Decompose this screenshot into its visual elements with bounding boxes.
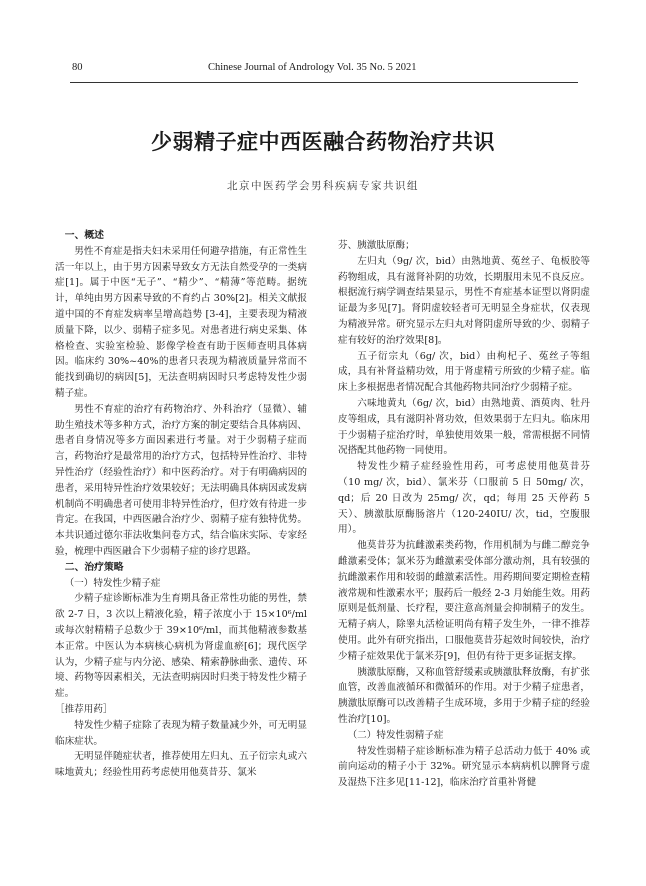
journal-name: Chinese Journal of Andrology Vol. 35 No. 5 2021: [208, 62, 417, 73]
paragraph: 男性不育症是指夫妇未采用任何避孕措施，有正常性生活一年以上，由于男方因素导致女方无法自然受孕的一类病症[1]。属于中医“无子”、“精少”、“精薄”等范畴。据统计，单纯由男方因素导致的不育约占 30%[2]。相关文献报道中国的不育症发病率呈增高趋势 [3-4]，主要表现为精液质量下降，以少、弱精子症多见。对患者进行病史采集、体格检查、实验室检验、影像学检查有助于医师查明具体病因。临床约 30%~40%的患者只表现为精液质量异常而不能找到确切的病因[5]，无法查明病因时只考虑特发性少弱精子症。: [55, 245, 307, 399]
recommendation-heading: ［推荐用药］: [55, 703, 113, 715]
section-heading: 一、概述: [64, 230, 104, 241]
paragraph: 男性不育症的治疗有药物治疗、外科治疗（显微）、辅助生殖技术等多种方式，治疗方案的制定要结合具体病因、患者自身情况等多方面因素进行考量。对于少弱精子症而言，药物治疗是最常用的治疗方式，包括特异性治疗、非特异性治疗（经验性治疗）和中医药治疗。对于有明确病因的患者，采用特异性治疗效果较好；无法明确具体病因或发病机制尚不明确患者可使用非特异性治疗，但疗效有待进一步肯定。在我国，中西医融合治疗少、弱精子症有独特优势。本共识通过德尔菲法收集问卷方式，结合临床实际、专家经验，梳理中西医融合下少弱精子症的诊疗思路。: [55, 403, 307, 557]
paragraph: 他莫昔芬为抗雌激素类药物，作用机制为与雌二醇竞争雌激素受体；氯米芬为雌激素受体部分激动剂，具有较强的抗雌激素作用和较弱的雌激素活性。用药期间要定期检查精液常规和性激素水平；服药后一般经 2-3 月始能生效。用药原则是低剂量、长疗程，要注意高剂量会抑制精子的发生。无精子病人，除睾丸活检证明尚有精子发生外，一律不推荐使用。此外有研究指出，口服他莫昔芬起效时间较快，治疗少精子症效果优于氯米芬[9]，但仍有待于更多证据支撑。: [338, 540, 590, 662]
paragraph: 特发性弱精子症诊断标准为精子总活动力低于 40% 或前向运动的精子小于 32%。研究显示本病病机以脾肾亏虚及湿热下注多见[11-12]，临床治疗首重补肾健: [338, 745, 590, 789]
header-rule: [70, 82, 578, 83]
paragraph: 胰激肽原酶，又称血管舒缓素或胰激肽释放酶，有扩张血管，改善血液循环和微循环的作用。对于少精子症患者，胰激肽原酶可以改善精子生成环境，多用于少精子症的经验性治疗[10]。: [338, 666, 590, 725]
running-header: [72, 62, 572, 80]
left-column: [55, 228, 307, 781]
subsection-heading: （一）特发性少精子症: [64, 577, 161, 589]
paragraph: 特发性少精子症除了表现为精子数量减少外，可无明显临床症状。: [55, 719, 307, 747]
article-title: 少弱精子症中西医融合药物治疗共识: [151, 130, 495, 154]
author-group: 北京中医药学会男科疾病专家共识组: [227, 180, 419, 192]
paragraph-continuation: 芬、胰激肽原酶；: [338, 240, 415, 251]
paragraph: 无明显伴随症状者，推荐使用左归丸、五子衍宗丸或六味地黄丸；经验性用药考虑使用他莫昔芬、氯米: [55, 751, 307, 779]
paragraph: 左归丸（9g/ 次，bid）由熟地黄、菟丝子、龟板胶等药物组成，具有滋肾补阴的功效，长期服用未见不良反应。根据流行病学调查结果显示，男性不育症基本证型以肾阴虚证最为多见[7]。肾阴虚较轻者可无明显全身症状，仅表现为精液异常。研究显示左归丸对肾阴虚所导致的少、弱精子症有较好的治疗效果[8]。: [338, 255, 590, 346]
page-number: 80: [72, 62, 83, 73]
paragraph: 六味地黄丸（6g/ 次，bid）由熟地黄、酒萸肉、牡丹皮等组成，具有滋阴补肾功效，但效果弱于左归丸。临床用于少弱精子症治疗时，单独使用效果一般，常需根据不同情况搭配其他药物一同使用。: [338, 397, 590, 457]
subsection-heading: （二）特发性弱精子症: [347, 729, 444, 741]
right-column: [338, 238, 590, 791]
paragraph: 少精子症诊断标准为生育期具备正常性功能的男性，禁欲 2-7 日，3 次以上精液化验，精子浓度小于 15×10⁶/ml 或每次射精精子总数少于 39×10⁶/ml，而其他精液参数基本正常。中医认为本病核心病机为肾虚血瘀[6]；现代医学认为，少精子症与内分泌、感染、精索静脉曲张、遗传、环境、药物等因素相关，无法查明病因时归类于特发性少精子症。: [55, 593, 307, 700]
paragraph: 特发性少精子症经验性用药，可考虑使用他莫昔芬（10 mg/ 次，bid）、氯米芬（口服前 5 日 50mg/ 次，qd；后 20 日改为 25mg/ 次，qd；每用 25 天停药 5 天）、胰激肽原酶肠溶片（120-240IU/ 次，tid，空腹服用）。: [338, 461, 590, 536]
paragraph: 五子衍宗丸（6g/ 次，bid）由枸杞子、菟丝子等组成，具有补肾益精功效，用于肾虚精亏所致的少精子症。临床上多根据患者情况配合其他药物共同治疗少弱精子症。: [338, 350, 590, 394]
section-heading: 二、治疗策略: [64, 561, 124, 573]
